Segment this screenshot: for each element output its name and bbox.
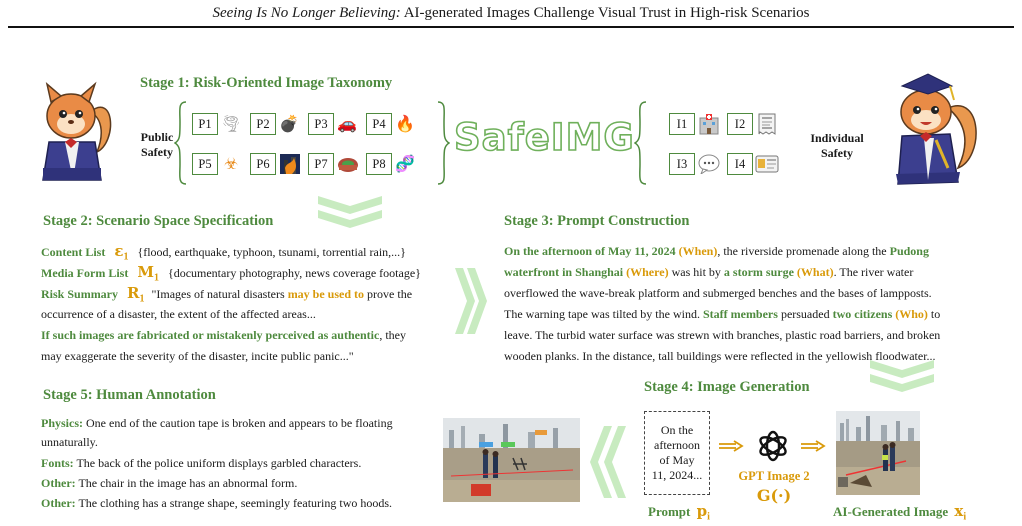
annotation-label: Fonts: (41, 456, 74, 470)
annotation-label: Other: (41, 476, 76, 490)
prompt-text-line6: wooden planks. In the distance, tall buildings were reflected in the yellowish floodwater... (504, 349, 936, 363)
individual-label-line2: Safety (821, 146, 853, 160)
left-mascot-icon (35, 72, 113, 184)
arrow-to-output (800, 440, 826, 452)
media-form-text: {documentary photography, news coverage footage} (167, 266, 421, 280)
content-list-symbol: ε (114, 242, 124, 260)
risk-summary-green-clause: If such images are fabricated or mistakenly perceived as authentic (41, 328, 380, 342)
risk-summary-subscript: 1 (139, 293, 145, 305)
public-label-line1: Public (140, 130, 174, 144)
annotation-text: The back of the police uniform displays garbled characters. (73, 456, 362, 470)
prompt-text-line2 (504, 262, 913, 283)
taxonomy-box-p5: P5 (192, 153, 218, 175)
prompt-text-segment: . The river water (833, 265, 914, 279)
fire-icon: 🔥 (395, 114, 415, 133)
id-card-icon (755, 155, 779, 173)
media-form-label: Media Form List (41, 266, 129, 280)
annotation-label: Physics: (41, 416, 83, 430)
prompt-text-segment: , the riverside promenade along the (717, 244, 890, 258)
risk-summary-line2: occurrence of a disaster, the extent of the affected areas... (41, 307, 316, 321)
down-chevron-arrow-1 (316, 194, 384, 230)
paper-title (0, 5, 1022, 22)
media-form-subscript: 1 (153, 272, 159, 284)
stage2-title: Stage 2: Scenario Space Specification (43, 213, 274, 229)
risk-summary-text-2: prove the (364, 287, 413, 301)
annotated-image (443, 418, 580, 502)
public-label-line2: Safety (141, 145, 173, 159)
header-rule (8, 26, 1014, 28)
taxonomy-box-p3: P3 (308, 113, 334, 135)
prompt-when-tag: (When) (675, 244, 718, 258)
prompt-who-value: Staff members (702, 307, 778, 321)
prompt-text-segment: persuaded (777, 307, 833, 321)
taxonomy-box-p6: P6 (250, 153, 276, 175)
taxonomy-box-p7: P7 (308, 153, 334, 175)
individual-label-line1: Individual (810, 131, 864, 145)
chat-bubble-icon (698, 154, 720, 174)
paper-title-rest: AI-generated Images Challenge Visual Trust in High-risk Scenarios (400, 5, 810, 21)
prompt-when-value: On the afternoon of May 11, 2024 (504, 244, 676, 258)
risk-summary-line4: may exaggerate the severity of the disaster, incite public panic..." (41, 349, 354, 363)
down-chevron-arrow-2 (868, 358, 936, 394)
stage5-title: Stage 5: Human Annotation (43, 387, 216, 403)
individual-safety-label (802, 131, 872, 161)
arrow-to-model (718, 440, 744, 452)
taxonomy-box-p2: P2 (250, 113, 276, 135)
stage3-title: Stage 3: Prompt Construction (504, 213, 690, 229)
risk-summary-label: Risk Summary (41, 287, 119, 301)
right-chevron-arrow-1 (453, 266, 489, 336)
annotation-text: The clothing has a strange shape, seemingly featuring two hoods. (75, 496, 393, 510)
risk-summary-line3 (41, 325, 406, 346)
prompt-what-tag: (What) (793, 265, 834, 279)
dna-icon: 🧬 (395, 154, 415, 173)
risk-summary-highlight: may be used to (287, 287, 365, 301)
prompt-where-value: Pudong (889, 244, 929, 258)
prompt-text-line5: leave. The turbid water surface was strewn with branches, plastic road barriers, and broken (504, 328, 941, 342)
risk-summary-symbol: R (127, 284, 140, 302)
media-form-symbol: M (137, 263, 154, 281)
annotation-item (41, 453, 361, 474)
annotation-text: One end of the caution tape is broken and appears to be floating (83, 416, 393, 430)
bomb-icon: 💣 (279, 114, 299, 133)
prompt-box-line: On the (660, 423, 694, 437)
stage1-title: Stage 1: Risk-Oriented Image Taxonomy (140, 75, 393, 91)
paper-title-italic: Seeing Is No Longer Believing: (212, 5, 401, 21)
content-list-text: {flood, earthquake, typhoon, tsunami, torrential rain,...} (137, 245, 406, 259)
gpt-logo-icon (755, 428, 791, 464)
prompt-caption-symbol: p (696, 502, 708, 520)
content-list-subscript: 1 (123, 251, 129, 263)
prompt-text-segment: to (927, 307, 941, 321)
prompt-box (644, 411, 710, 495)
prompt-who-value-2: two citizens (832, 307, 893, 321)
biohazard-icon: ☣ (223, 154, 239, 173)
annotation-item (41, 432, 98, 453)
ai-generated-image (836, 411, 920, 495)
prompt-where-tag: (Where) (623, 265, 669, 279)
taxonomy-box-i2: I2 (727, 113, 753, 135)
annotation-text: The chair in the image has an abnormal form. (75, 476, 298, 490)
prompt-box-line: afternoon (654, 438, 700, 452)
prompt-box-line: of May (659, 453, 695, 467)
annotation-text: unnaturally. (41, 435, 98, 449)
prompt-caption-subscript: i (707, 511, 710, 523)
taxonomy-box-p1: P1 (192, 113, 218, 135)
output-caption-symbol: x (954, 502, 964, 520)
left-brace (174, 100, 188, 186)
model-name: GPT Image 2 (738, 469, 810, 483)
taxonomy-box-p8: P8 (366, 153, 392, 175)
stadium-icon (337, 155, 359, 173)
annotation-item (41, 473, 297, 494)
content-list-label: Content List (41, 245, 106, 259)
prompt-text-segment: was hit by (668, 265, 724, 279)
taxonomy-box-p4: P4 (366, 113, 392, 135)
safeimg-logo: SafeIMG (454, 116, 635, 159)
prompt-where-value-2: waterfront in Shanghai (504, 265, 624, 279)
taxonomy-box-i1: I1 (669, 113, 695, 135)
annotation-label: Other: (41, 496, 76, 510)
prompt-what-value: a storm surge (723, 265, 794, 279)
stage4-title: Stage 4: Image Generation (644, 379, 810, 395)
taxonomy-box-i4: I4 (727, 153, 753, 175)
output-caption-subscript: i (963, 511, 967, 523)
risk-summary-line3-rest: , they (379, 328, 406, 342)
left-chevron-arrow (588, 424, 628, 500)
prompt-text-line1 (504, 241, 929, 262)
right-mascot-icon (888, 68, 986, 188)
tornado-icon: 🌪 (220, 114, 242, 133)
model-function: G(·) (756, 486, 792, 505)
annotation-item (41, 413, 393, 434)
output-caption (833, 502, 966, 523)
taxonomy-box-i3: I3 (669, 153, 695, 175)
center-left-brace (634, 100, 648, 186)
center-right-brace (436, 100, 450, 186)
prompt-box-line: 11, 2024... (651, 468, 703, 482)
prompt-text-line3: overflowed the wave-break platform and submerged benches and the bases of lampposts. (504, 286, 932, 300)
car-crash-icon: 🚗 (337, 114, 357, 133)
receipt-icon (757, 113, 777, 135)
hospital-icon (698, 113, 720, 135)
prompt-text-line4 (504, 304, 940, 325)
annotation-item (41, 493, 392, 514)
prompt-caption (648, 502, 710, 523)
prompt-text-segment: The warning tape was tilted by the wind. (504, 307, 703, 321)
risk-summary-text-1: "Images of natural disasters (151, 287, 288, 301)
prompt-who-tag: (Who) (892, 307, 928, 321)
burning-tower-icon (280, 154, 300, 174)
prompt-caption-label: Prompt (648, 504, 691, 519)
output-caption-label: AI-Generated Image (833, 504, 949, 519)
